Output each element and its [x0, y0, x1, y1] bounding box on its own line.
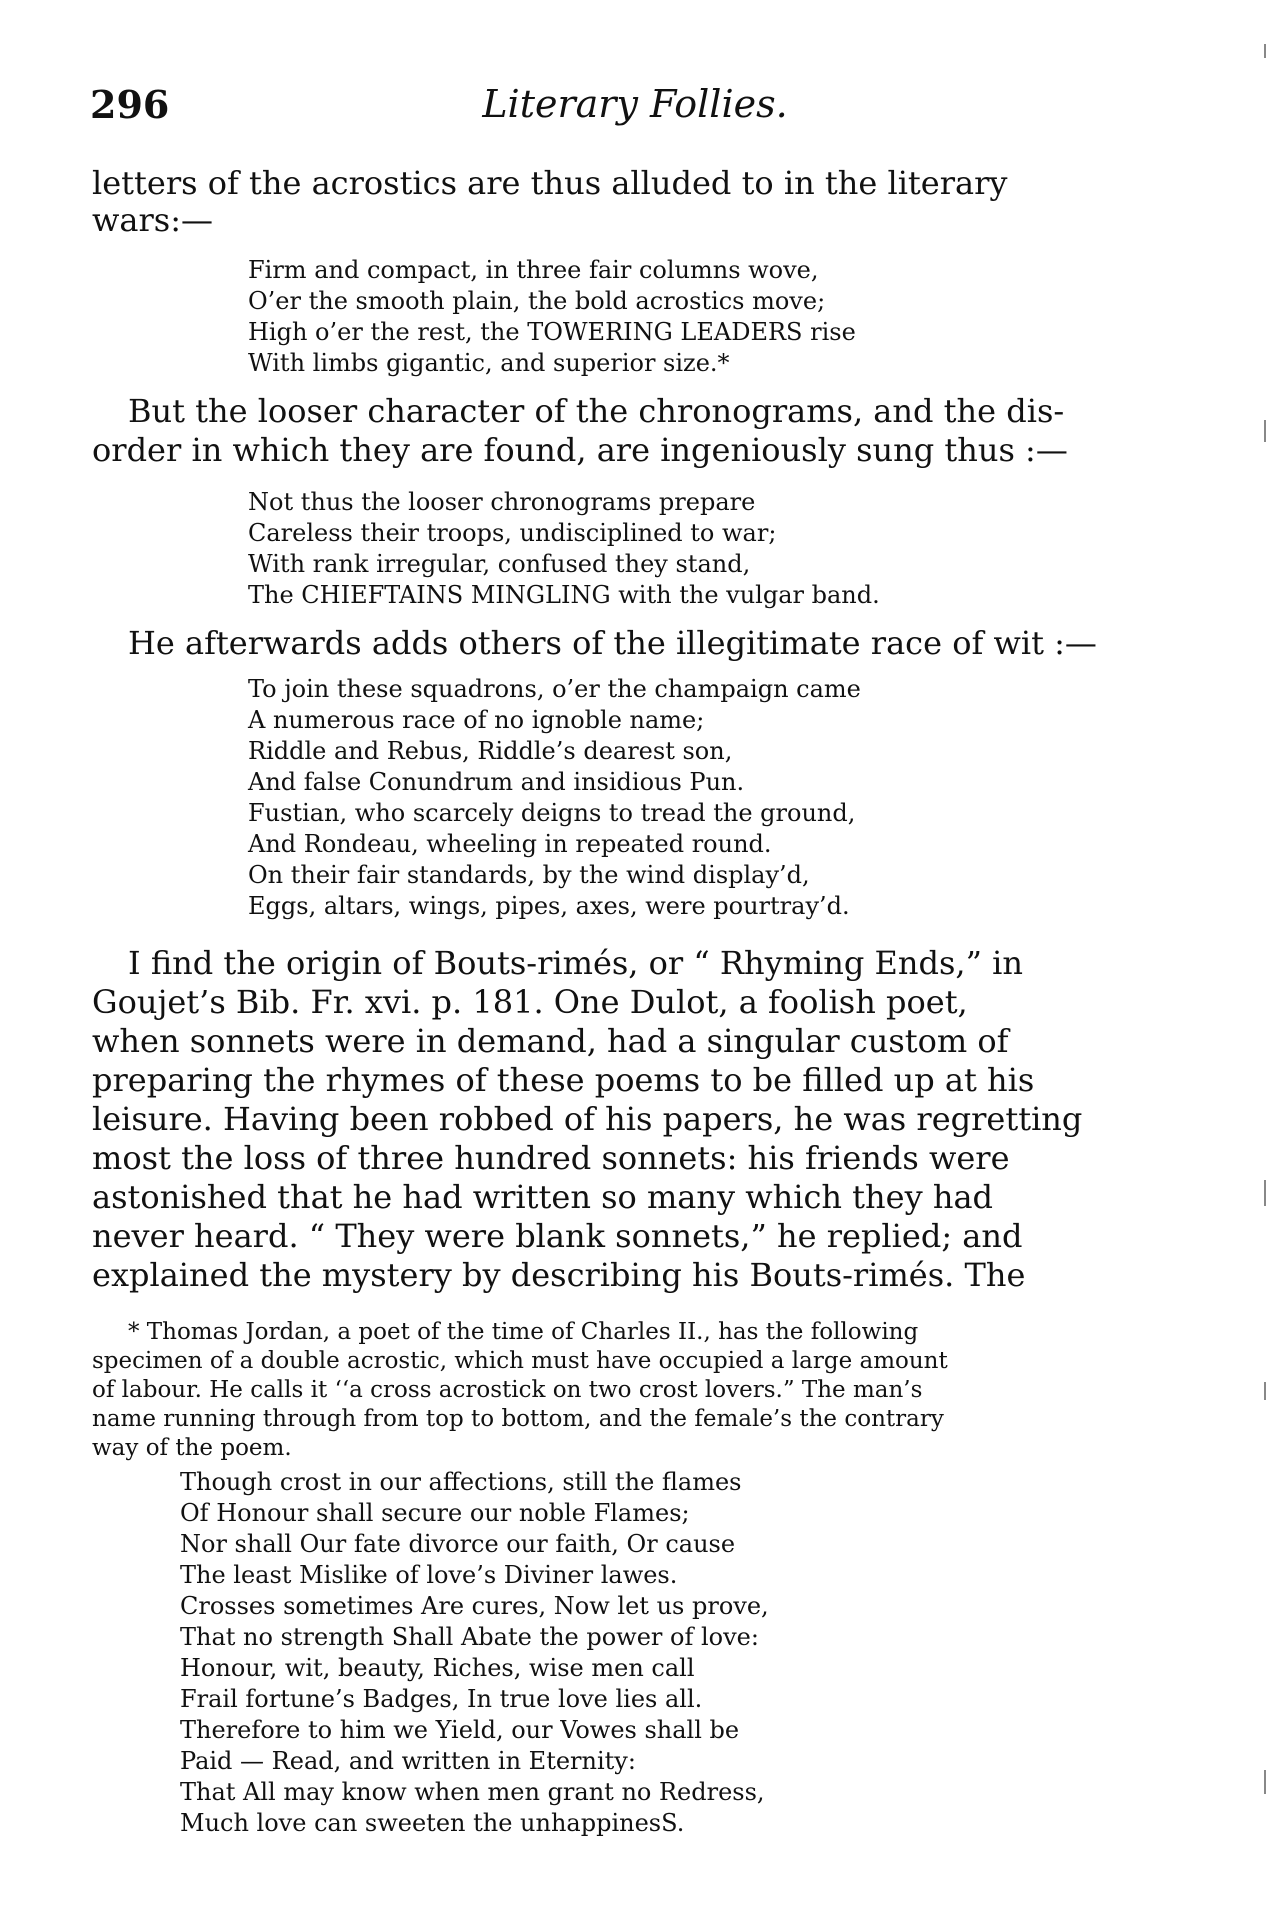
verse-line: On their fair standards, by the wind display’d,: [248, 861, 810, 889]
verse-line: Eggs, altars, wings, pipes, axes, were pourtray’d.: [248, 892, 850, 920]
acrostic-line: The least Mislike of love’s Diviner lawes.: [180, 1561, 678, 1589]
verse-line: To join these squadrons, o’er the champaign came: [248, 675, 861, 703]
running-title: Literary Follies.: [482, 82, 788, 126]
footnote-line: specimen of a double acrostic, which must have occupied a large amount: [92, 1348, 948, 1374]
verse-line: Riddle and Rebus, Riddle’s dearest son,: [248, 737, 733, 765]
footnote-line: * Thomas Jordan, a poet of the time of Charles II., has the following: [128, 1319, 919, 1345]
acrostic-line: Honour, wit, beauty, Riches, wise men call: [180, 1654, 695, 1682]
scan-edge-mark: [1264, 1770, 1266, 1794]
paragraph-line: wars:—: [92, 201, 213, 239]
scan-edge-mark: [1264, 420, 1266, 442]
paragraph-line: most the loss of three hundred sonnets: his friends were: [92, 1139, 1010, 1177]
verse-line: High o’er the rest, the TOWERING LEADERS rise: [248, 318, 856, 346]
paragraph-line: order in which they are found, are ingeniously sung thus :—: [92, 431, 1068, 469]
paragraph-line: explained the mystery by describing his Bouts-rimés. The: [92, 1256, 1026, 1294]
acrostic-line: Nor shall Our fate divorce our faith, Or cause: [180, 1530, 736, 1558]
verse-line: Not thus the looser chronograms prepare: [248, 488, 756, 516]
footnote-line: way of the poem.: [92, 1435, 292, 1461]
paragraph-line: I find the origin of Bouts-rimés, or “ Rhyming Ends,” in: [128, 944, 1023, 982]
paragraph-line: when sonnets were in demand, had a singular custom of: [92, 1022, 1009, 1060]
acrostic-line: Paid — Read, and written in Eternity:: [180, 1747, 636, 1775]
verse-line: Careless their troops, undisciplined to war;: [248, 519, 777, 547]
verse-line: With rank irregular, confused they stand,: [248, 550, 751, 578]
paragraph-line: But the looser character of the chronograms, and the dis-: [128, 392, 1065, 430]
verse-line: Fustian, who scarcely deigns to tread the ground,: [248, 799, 856, 827]
acrostic-line: Much love can sweeten the unhappinesS.: [180, 1809, 685, 1837]
paragraph-line: Goujet’s Bib. Fr. xvi. p. 181. One Dulot, a foolish poet,: [92, 983, 968, 1021]
running-head: [90, 82, 1075, 132]
acrostic-line: Of Honour shall secure our noble Flames;: [180, 1499, 690, 1527]
scan-edge-mark: [1264, 1382, 1266, 1400]
acrostic-line: Frail fortune’s Badges, In true love lies all.: [180, 1685, 703, 1713]
paragraph-line: He afterwards adds others of the illegitimate race of wit :—: [128, 624, 1097, 662]
verse-line: O’er the smooth plain, the bold acrostics move;: [248, 287, 826, 315]
acrostic-line: That All may know when men grant no Redress,: [180, 1778, 765, 1806]
paragraph-line: leisure. Having been robbed of his papers, he was regretting: [92, 1100, 1083, 1138]
verse-line: And false Conundrum and insidious Pun.: [248, 768, 745, 796]
acrostic-line: Therefore to him we Yield, our Vowes shall be: [180, 1716, 740, 1744]
verse-line: And Rondeau, wheeling in repeated round.: [248, 830, 772, 858]
paragraph-line: never heard. “ They were blank sonnets,” he replied; and: [92, 1217, 1023, 1255]
acrostic-line: Though crost in our affections, still the flames: [180, 1468, 742, 1496]
paragraph-line: astonished that he had written so many which they had: [92, 1178, 993, 1216]
acrostic-line: That no strength Shall Abate the power of love:: [180, 1623, 759, 1651]
verse-line: Firm and compact, in three fair columns wove,: [248, 256, 819, 284]
verse-line: With limbs gigantic, and superior size.*: [248, 349, 730, 377]
verse-line: A numerous race of no ignoble name;: [248, 706, 705, 734]
paragraph-line: letters of the acrostics are thus alluded to in the literary: [92, 164, 1008, 202]
paragraph-line: preparing the rhymes of these poems to be filled up at his: [92, 1061, 1035, 1099]
scan-edge-mark: [1264, 44, 1266, 58]
verse-line: The CHIEFTAINS MINGLING with the vulgar band.: [248, 581, 880, 609]
footnote-line: name running through from top to bottom, and the female’s the contrary: [92, 1406, 944, 1432]
acrostic-line: Crosses sometimes Are cures, Now let us prove,: [180, 1592, 769, 1620]
page-number: 296: [90, 82, 170, 127]
scan-edge-mark: [1264, 1180, 1266, 1206]
footnote-line: of labour. He calls it ‘‘a cross acrostick on two crost lovers.” The man’s: [92, 1377, 923, 1403]
